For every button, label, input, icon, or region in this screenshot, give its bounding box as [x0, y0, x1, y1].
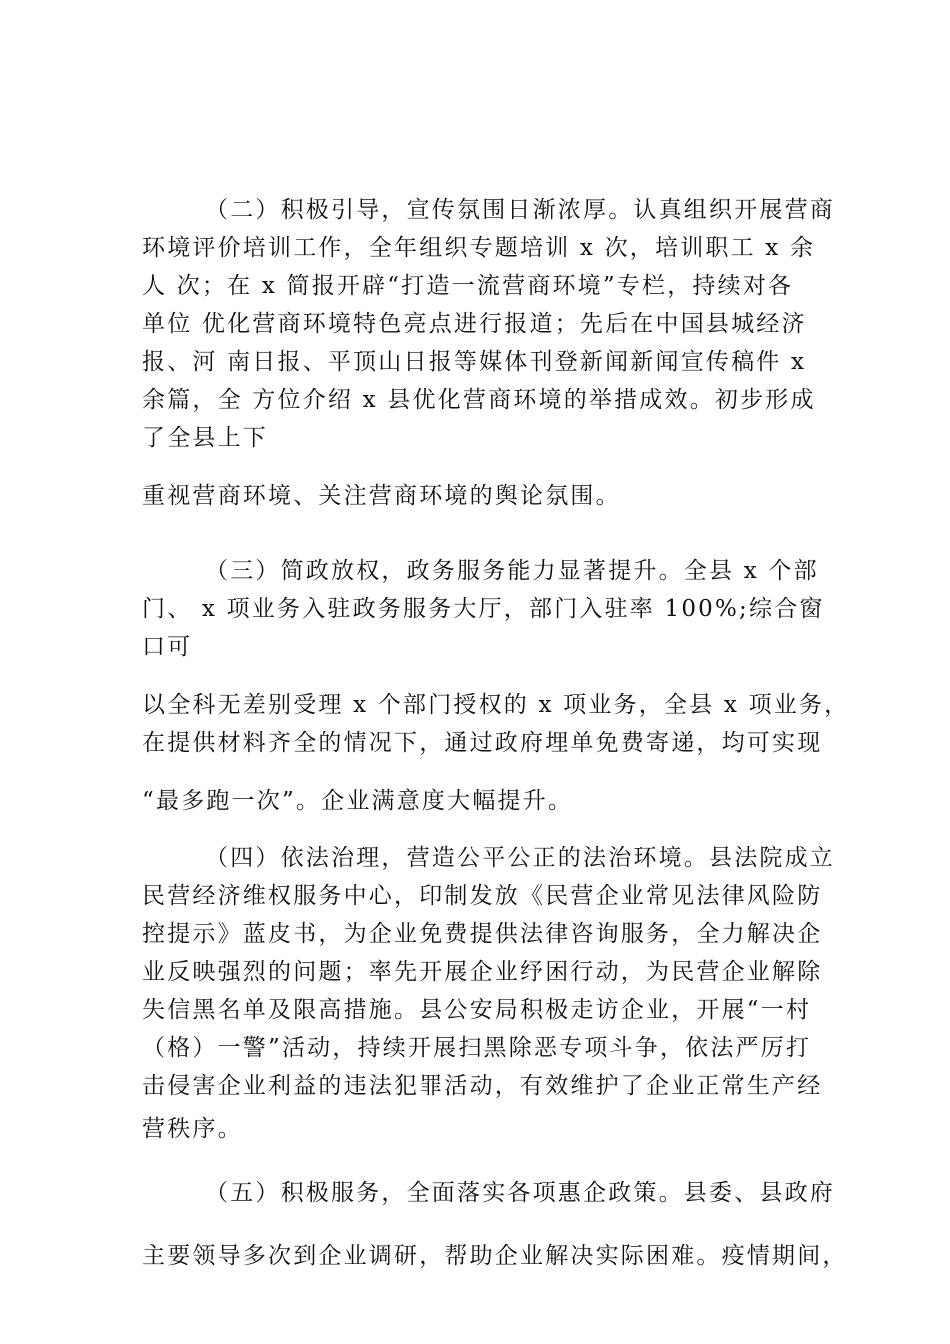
- paragraph-2-line-7: 了全县上下: [142, 425, 268, 451]
- paragraph-3-line-4: 以全科无差别受理 x 个部门授权的 x 项业务，全县 x 项业务，: [142, 692, 850, 718]
- paragraph-2-line-6: 余篇，全 方位介绍 x 县优化营商环境的举措成效。初步形成: [142, 387, 816, 413]
- paragraph-3-line-5: 在提供材料齐全的情况下，通过政府埋单免费寄递，均可实现: [142, 730, 823, 756]
- paragraph-2-line-1: （二）积极引导，宣传氛围日渐浓厚。认真组织开展营商: [205, 197, 835, 223]
- paragraph-5-line-2: 主要领导多次到企业调研，帮助企业解决实际困难。疫情期间，: [142, 1243, 848, 1269]
- paragraph-2-line-8: 重视营商环境、关注营商环境的舆论氛围。: [142, 483, 621, 509]
- paragraph-3-line-2: 门、 x 项业务入驻政务服务大厅，部门入驻率 100%;综合窗: [142, 596, 825, 622]
- paragraph-2-line-2: 环境评价培训工作，全年组织专题培训 x 次，培训职工 x 余: [142, 235, 816, 261]
- paragraph-4-line-4: 业反映强烈的问题；率先开展企业纾困行动，为民营企业解除: [142, 959, 823, 985]
- paragraph-4-line-1: （四）依法治理，营造公平公正的法治环境。县法院成立: [205, 845, 835, 871]
- paragraph-4-line-3: 控提示》蓝皮书，为企业免费提供法律咨询服务，全力解决企: [142, 921, 823, 947]
- paragraph-3-line-1: （三）简政放权，政务服务能力显著提升。全县 x 个部: [205, 558, 819, 584]
- paragraph-4-line-6: （格）一警”活动，持续开展扫黑除恶专项斗争，依法严厉打: [142, 1035, 812, 1061]
- paragraph-3-line-6: “最多跑一次”。企业满意度大幅提升。: [142, 788, 574, 814]
- paragraph-5-line-1: （五）积极服务，全面落实各项惠企政策。县委、县政府: [205, 1180, 835, 1206]
- paragraph-3-line-3: 口可: [142, 634, 193, 660]
- paragraph-2-line-5: 报、河 南日报、平顶山日报等媒体刊登新闻新闻宣传稿件 x: [142, 349, 807, 375]
- paragraph-2-line-3: 人 次；在 x 简报开辟“打造一流营商环境”专栏，持续对各: [142, 273, 794, 299]
- paragraph-4-line-2: 民营经济维权服务中心，印制发放《民营企业常见法律风险防: [142, 883, 823, 909]
- paragraph-4-line-8: 营秩序。: [142, 1116, 243, 1142]
- paragraph-2-line-4: 单位 优化营商环境特色亮点进行报道；先后在中国县城经济: [142, 311, 807, 337]
- paragraph-4-line-7: 击侵害企业利益的违法犯罪活动，有效维护了企业正常生产经: [142, 1073, 823, 1099]
- paragraph-4-line-5: 失信黑名单及限高措施。县公安局积极走访企业，开展“一村: [142, 997, 812, 1023]
